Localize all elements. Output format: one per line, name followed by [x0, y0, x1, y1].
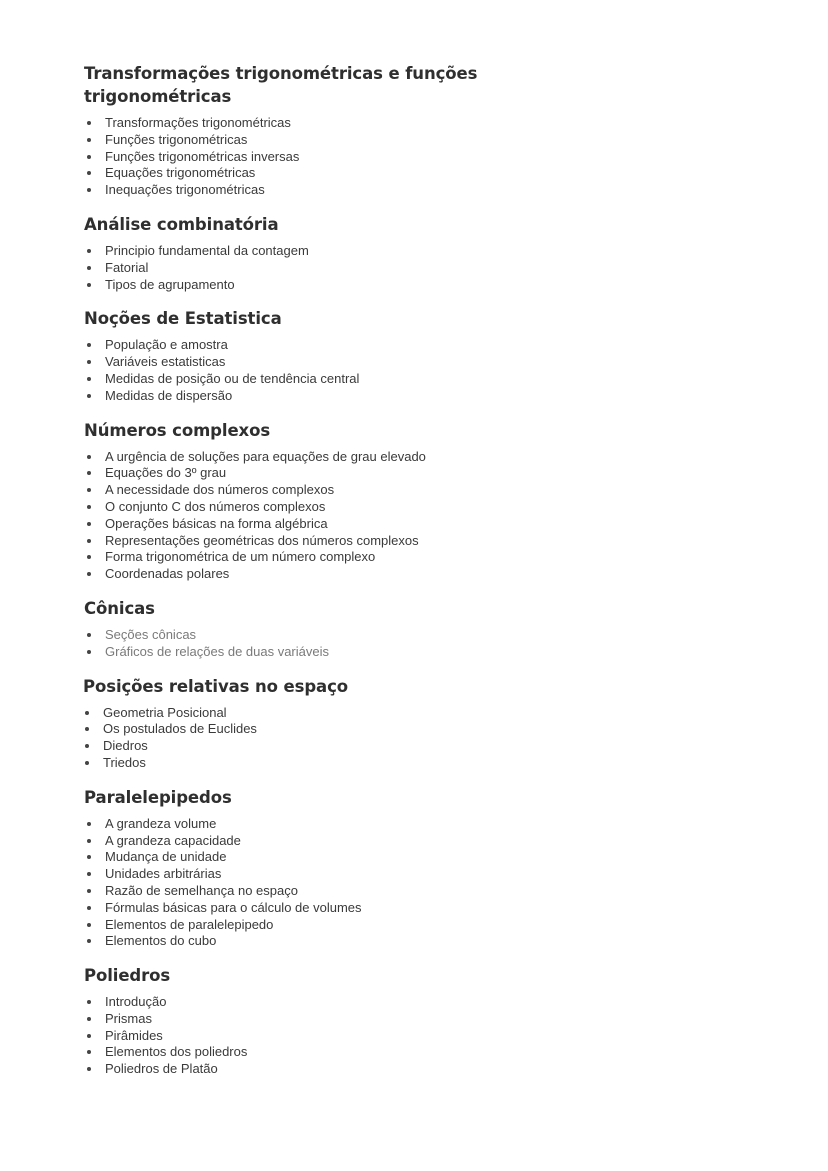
list-item: Gráficos de relações de duas variáveis [105, 644, 504, 661]
bullet-icon [87, 360, 91, 364]
section-analise-combinatoria [84, 213, 504, 293]
topic-list [84, 816, 504, 950]
list-item: Poliedros de Platão [105, 1061, 504, 1078]
topic-list [84, 705, 504, 772]
list-item: Operações básicas na forma algébrica [105, 516, 504, 533]
bullet-icon [87, 1000, 91, 1004]
list-item: Triedos [103, 755, 504, 772]
bullet-icon [85, 761, 89, 765]
section-heading: Transformações trigonométricas e funções trigonométricas [84, 64, 478, 106]
list-item: Fórmulas básicas para o cálculo de volumes [105, 900, 504, 917]
bullet-icon [87, 855, 91, 859]
bullet-icon [87, 522, 91, 526]
list-item: Inequações trigonométricas [105, 182, 504, 199]
topic-list [84, 337, 504, 404]
list-item: A grandeza volume [105, 816, 504, 833]
bullet-icon [87, 923, 91, 927]
list-item: Representações geométricas dos números complexos [105, 533, 504, 550]
list-item: Diedros [103, 738, 504, 755]
bullet-icon [87, 121, 91, 125]
list-item: Geometria Posicional [103, 705, 504, 722]
list-item: Medidas de posição ou de tendência central [105, 371, 504, 388]
list-item: A necessidade dos números complexos [105, 482, 504, 499]
list-item: Medidas de dispersão [105, 388, 504, 405]
bullet-icon [87, 471, 91, 475]
topic-list [84, 449, 504, 583]
bullet-icon [87, 872, 91, 876]
list-item: Pirâmides [105, 1028, 504, 1045]
bullet-icon [87, 539, 91, 543]
bullet-icon [85, 744, 89, 748]
topic-list [84, 994, 504, 1078]
section-estatistica [84, 307, 504, 404]
list-item: Equações do 3º grau [105, 465, 504, 482]
bullet-icon [87, 555, 91, 559]
bullet-icon [87, 488, 91, 492]
list-item: A grandeza capacidade [105, 833, 504, 850]
bullet-icon [87, 266, 91, 270]
bullet-icon [85, 711, 89, 715]
list-item: Mudança de unidade [105, 849, 504, 866]
list-item: Forma trigonométrica de um número complexo [105, 549, 504, 566]
topic-list [84, 243, 504, 293]
list-item: Coordenadas polares [105, 566, 504, 583]
bullet-icon [87, 1050, 91, 1054]
bullet-icon [87, 377, 91, 381]
bullet-icon [87, 1067, 91, 1071]
bullet-icon [87, 572, 91, 576]
bullet-icon [87, 1034, 91, 1038]
bullet-icon [87, 343, 91, 347]
bullet-icon [87, 939, 91, 943]
list-item: Funções trigonométricas inversas [105, 149, 504, 166]
bullet-icon [85, 727, 89, 731]
list-item: A urgência de soluções para equações de grau elevado [105, 449, 504, 466]
list-item: Introdução [105, 994, 504, 1011]
bullet-icon [87, 889, 91, 893]
list-item: Unidades arbitrárias [105, 866, 504, 883]
section-numeros-complexos [84, 419, 504, 583]
list-item: Prismas [105, 1011, 504, 1028]
section-heading: Noções de Estatistica [84, 309, 282, 329]
section-heading: Poliedros [84, 966, 171, 986]
bullet-icon [87, 394, 91, 398]
list-item: Razão de semelhança no espaço [105, 883, 504, 900]
list-item: Seções cônicas [105, 627, 504, 644]
bullet-icon [87, 505, 91, 509]
list-item: Transformações trigonométricas [105, 115, 504, 132]
section-heading: Posições relativas no espaço [83, 676, 348, 696]
bullet-icon [87, 249, 91, 253]
bullet-icon [87, 455, 91, 459]
section-heading: Análise combinatória [84, 214, 279, 234]
bullet-icon [87, 822, 91, 826]
bullet-icon [87, 188, 91, 192]
list-item: Funções trigonométricas [105, 132, 504, 149]
list-item: Elementos do cubo [105, 933, 504, 950]
document-page [84, 62, 504, 1092]
bullet-icon [87, 138, 91, 142]
bullet-icon [87, 633, 91, 637]
section-heading: Cônicas [84, 598, 155, 618]
bullet-icon [87, 171, 91, 175]
topic-list [84, 627, 504, 661]
section-heading: Paralelepipedos [84, 787, 232, 807]
section-poliedros [84, 964, 504, 1078]
section-conicas [84, 597, 504, 661]
bullet-icon [87, 155, 91, 159]
bullet-icon [87, 906, 91, 910]
list-item: Equações trigonométricas [105, 165, 504, 182]
topic-list [84, 115, 504, 199]
bullet-icon [87, 283, 91, 287]
bullet-icon [87, 839, 91, 843]
list-item: Principio fundamental da contagem [105, 243, 504, 260]
list-item: Elementos de paralelepipedo [105, 917, 504, 934]
section-heading: Números complexos [84, 420, 271, 440]
list-item: Elementos dos poliedros [105, 1044, 504, 1061]
list-item: Tipos de agrupamento [105, 277, 504, 294]
list-item: Variáveis estatisticas [105, 354, 504, 371]
section-posicoes-relativas [84, 675, 504, 772]
list-item: Fatorial [105, 260, 504, 277]
list-item: Os postulados de Euclides [103, 721, 504, 738]
list-item: O conjunto C dos números complexos [105, 499, 504, 516]
section-paralelepipedos [84, 786, 504, 950]
bullet-icon [87, 650, 91, 654]
bullet-icon [87, 1017, 91, 1021]
list-item: População e amostra [105, 337, 504, 354]
section-trigonometria [84, 62, 504, 199]
